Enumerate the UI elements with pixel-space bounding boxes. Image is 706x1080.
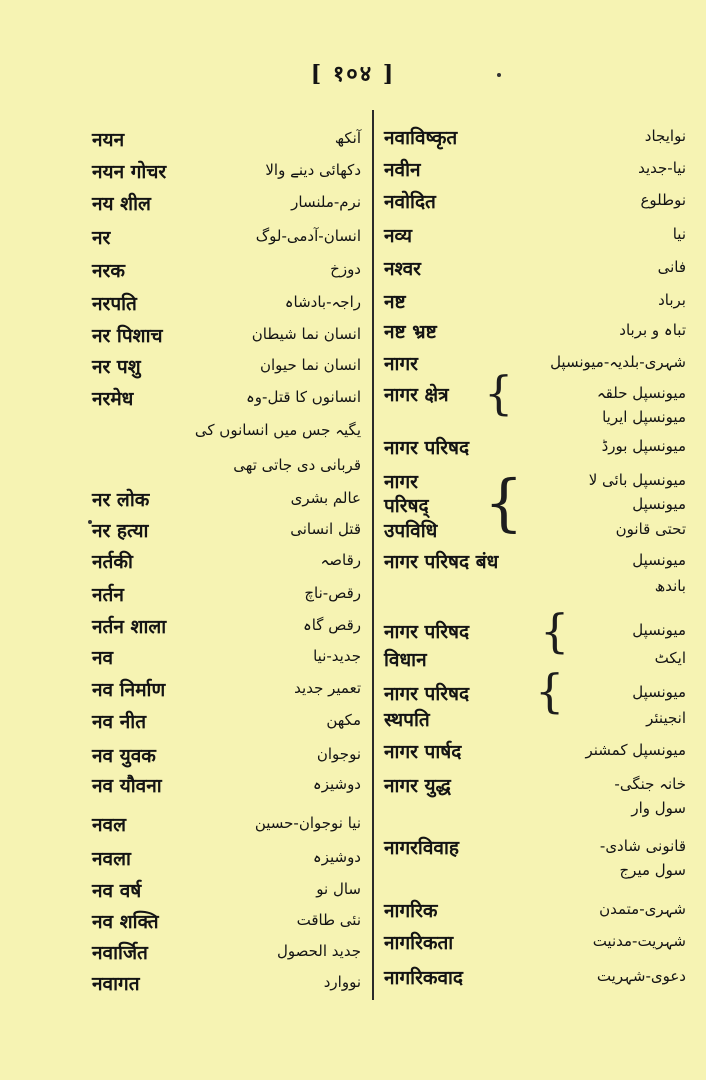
meaning-urdu: میونسپل ایریا: [602, 408, 686, 426]
meaning-urdu: برباد: [658, 291, 686, 309]
brace-2: {: [484, 466, 524, 539]
headword-hindi: नवार्जित: [92, 942, 148, 964]
meaning-urdu: ایکٹ: [654, 649, 686, 667]
headword-hindi: नव: [92, 647, 114, 669]
headword-hindi: नरमेध: [92, 388, 134, 410]
headword-hindi: नागर परिषद: [384, 621, 470, 643]
entry-row: [0, 862, 706, 896]
meaning-urdu: تباہ و برباد: [619, 321, 686, 339]
headword-hindi: नव युवक: [92, 745, 156, 767]
speck: [88, 520, 92, 524]
meaning-urdu: میونسپل: [632, 551, 686, 569]
meaning-urdu: انجینئر: [646, 709, 686, 727]
headword-hindi: नव वर्ष: [92, 880, 142, 902]
entry-row: [0, 710, 706, 744]
meaning-urdu: سول میرج: [619, 861, 686, 879]
meaning-urdu: شہریت-مدنیت: [592, 932, 686, 950]
meaning-urdu: عالم بشری: [290, 489, 361, 507]
meaning-urdu: میونسپل: [632, 621, 686, 639]
meaning-urdu: میونسپل بائی لا: [588, 471, 686, 489]
meaning-urdu: آنکھ: [334, 129, 361, 147]
headword-hindi: नागरिकता: [384, 932, 454, 954]
entry-row: [0, 647, 706, 684]
brace-3: {: [540, 604, 570, 658]
headword-hindi: नर्तकी: [92, 551, 133, 573]
headword-hindi: नवला: [92, 848, 131, 870]
meaning-urdu: شہری-بلدیہ-میونسپل: [550, 353, 686, 371]
brace-4: {: [535, 664, 565, 718]
meaning-urdu: نوطلوع: [640, 191, 686, 209]
meaning-urdu: نرم-ملنسار: [291, 193, 361, 211]
headword-hindi: नागर परिषद: [384, 683, 470, 705]
meaning-urdu: باندھ: [654, 577, 686, 595]
headword-hindi: नव नीत: [92, 711, 147, 733]
meaning-urdu: رقص-ناچ: [304, 584, 361, 602]
meaning-urdu: دوزخ: [330, 260, 361, 278]
entry-row: [0, 192, 706, 226]
headword-hindi: नव्य: [384, 225, 413, 247]
meaning-urdu: قتل انسانی: [290, 520, 361, 538]
headword-hindi: नवीन: [384, 159, 421, 181]
meaning-urdu: نوایجاد: [644, 127, 686, 145]
entry-row: [0, 521, 706, 555]
meaning-urdu: انسان-آدمی-لوگ: [255, 227, 361, 245]
meaning-urdu: شہری-متمدن: [599, 900, 686, 918]
headword-hindi: परिषद्: [384, 495, 429, 517]
meaning-urdu: مکھن: [326, 711, 361, 729]
entry-row: [0, 322, 706, 356]
meaning-urdu: نیا نوجوان-حسین: [254, 814, 361, 832]
speck: [497, 73, 501, 77]
headword-hindi: नयन: [92, 129, 125, 151]
headword-hindi: नागर: [384, 471, 418, 493]
meaning-urdu: تعمیر جدید: [294, 679, 361, 697]
page-number: [ १०४ ]: [310, 61, 396, 87]
meaning-urdu: قربانی دی جاتی تھی: [233, 456, 361, 474]
headword-hindi: स्थपति: [384, 709, 430, 731]
headword-hindi: नागर: [384, 353, 418, 375]
headword-hindi: नागर युद्ध: [384, 775, 451, 797]
meaning-urdu: جدید الحصول: [276, 942, 361, 960]
entry-row: [0, 901, 706, 935]
meaning-urdu: فانی: [657, 258, 686, 276]
headword-hindi: नागर पार्षद: [384, 741, 462, 763]
headword-hindi: नरपति: [92, 293, 137, 315]
meaning-urdu: نووارد: [323, 973, 361, 991]
meaning-urdu: میونسپل کمشنر: [585, 741, 686, 759]
headword-hindi: नवोदित: [384, 191, 436, 213]
headword-hindi: नव यौवना: [92, 775, 162, 797]
headword-hindi: नागर परिषद बंध: [384, 551, 499, 573]
headword-hindi: नय शील: [92, 193, 151, 215]
meaning-urdu: راجہ-بادشاہ: [284, 293, 361, 311]
meaning-urdu: نیا-جدید: [638, 159, 686, 177]
entry-row: [0, 742, 706, 776]
headword-hindi: नरक: [92, 260, 125, 282]
headword-hindi: नवल: [92, 814, 126, 836]
headword-hindi: नष्ट भ्रष्ट: [384, 321, 437, 343]
headword-hindi: नवागत: [92, 973, 140, 995]
headword-hindi: नव शक्ति: [92, 911, 159, 933]
headword-hindi: विधान: [384, 649, 427, 671]
meaning-urdu: میونسپل حلقہ: [596, 384, 686, 402]
meaning-urdu: قانونی شادی-: [599, 837, 686, 855]
headword-hindi: नर्तन: [92, 584, 124, 606]
meaning-urdu: سال نو: [316, 880, 361, 898]
headword-hindi: नागरिकवाद: [384, 967, 464, 989]
headword-hindi: नव निर्माण: [92, 679, 166, 701]
meaning-urdu: نوجوان: [316, 745, 361, 763]
brace-1: {: [484, 366, 514, 420]
headword-hindi: नर्तन शाला: [92, 616, 167, 638]
entry-row: [0, 578, 706, 612]
meaning-urdu: میونسپل: [632, 683, 686, 701]
meaning-urdu: رقاصہ: [320, 551, 361, 569]
entry-row: [0, 968, 706, 1002]
headword-hindi: नर: [92, 227, 111, 249]
entry-row: [0, 438, 706, 472]
meaning-urdu: تحتی قانون: [615, 520, 686, 538]
meaning-urdu: دوشیزہ: [312, 775, 361, 793]
entry-row: [0, 292, 706, 326]
meaning-urdu: دکھائی دینے والا: [265, 161, 361, 179]
entry-row: [0, 226, 706, 260]
meaning-urdu: انسان نما شیطان: [251, 325, 361, 343]
meaning-urdu: خانہ جنگی-: [614, 775, 686, 793]
meaning-urdu: دوشیزہ: [312, 848, 361, 866]
entry-row: [0, 160, 706, 194]
meaning-urdu: رقص گاہ: [302, 616, 361, 634]
headword-hindi: नश्वर: [384, 258, 421, 280]
entry-row: [0, 933, 706, 967]
headword-hindi: नयन गोचर: [92, 161, 167, 183]
headword-hindi: नागर क्षेत्र: [384, 384, 449, 406]
headword-hindi: नागरविवाह: [384, 837, 459, 859]
headword-hindi: नर पशु: [92, 356, 141, 378]
headword-hindi: उपविधि: [384, 520, 438, 542]
entry-row: [0, 128, 706, 162]
meaning-urdu: سول وار: [631, 799, 686, 817]
headword-hindi: नर पिशाच: [92, 325, 163, 347]
meaning-urdu: دعوی-شہریت: [596, 967, 686, 985]
meaning-urdu: میونسپل: [632, 495, 686, 513]
entry-row: [0, 354, 706, 388]
entry-row: [0, 800, 706, 834]
headword-hindi: नर हत्या: [92, 520, 149, 542]
meaning-urdu: نیا: [672, 225, 686, 243]
meaning-urdu: جدید-نیا: [313, 647, 361, 665]
headword-hindi: नर लोक: [92, 489, 150, 511]
entry-row: [0, 259, 706, 293]
headword-hindi: नागरिक: [384, 900, 438, 922]
meaning-urdu: انسانوں کا قتل-وہ: [246, 388, 361, 406]
meaning-urdu: انسان نما حیوان: [260, 356, 361, 374]
headword-hindi: नष्ट: [384, 291, 406, 313]
meaning-urdu: یگیہ جس میں انسانوں کی: [194, 421, 361, 439]
headword-hindi: नवाविष्कृत: [384, 127, 458, 149]
headword-hindi: नागर परिषद: [384, 437, 470, 459]
meaning-urdu: نئی طاقت: [296, 911, 361, 929]
meaning-urdu: میونسپل بورڈ: [601, 437, 686, 455]
